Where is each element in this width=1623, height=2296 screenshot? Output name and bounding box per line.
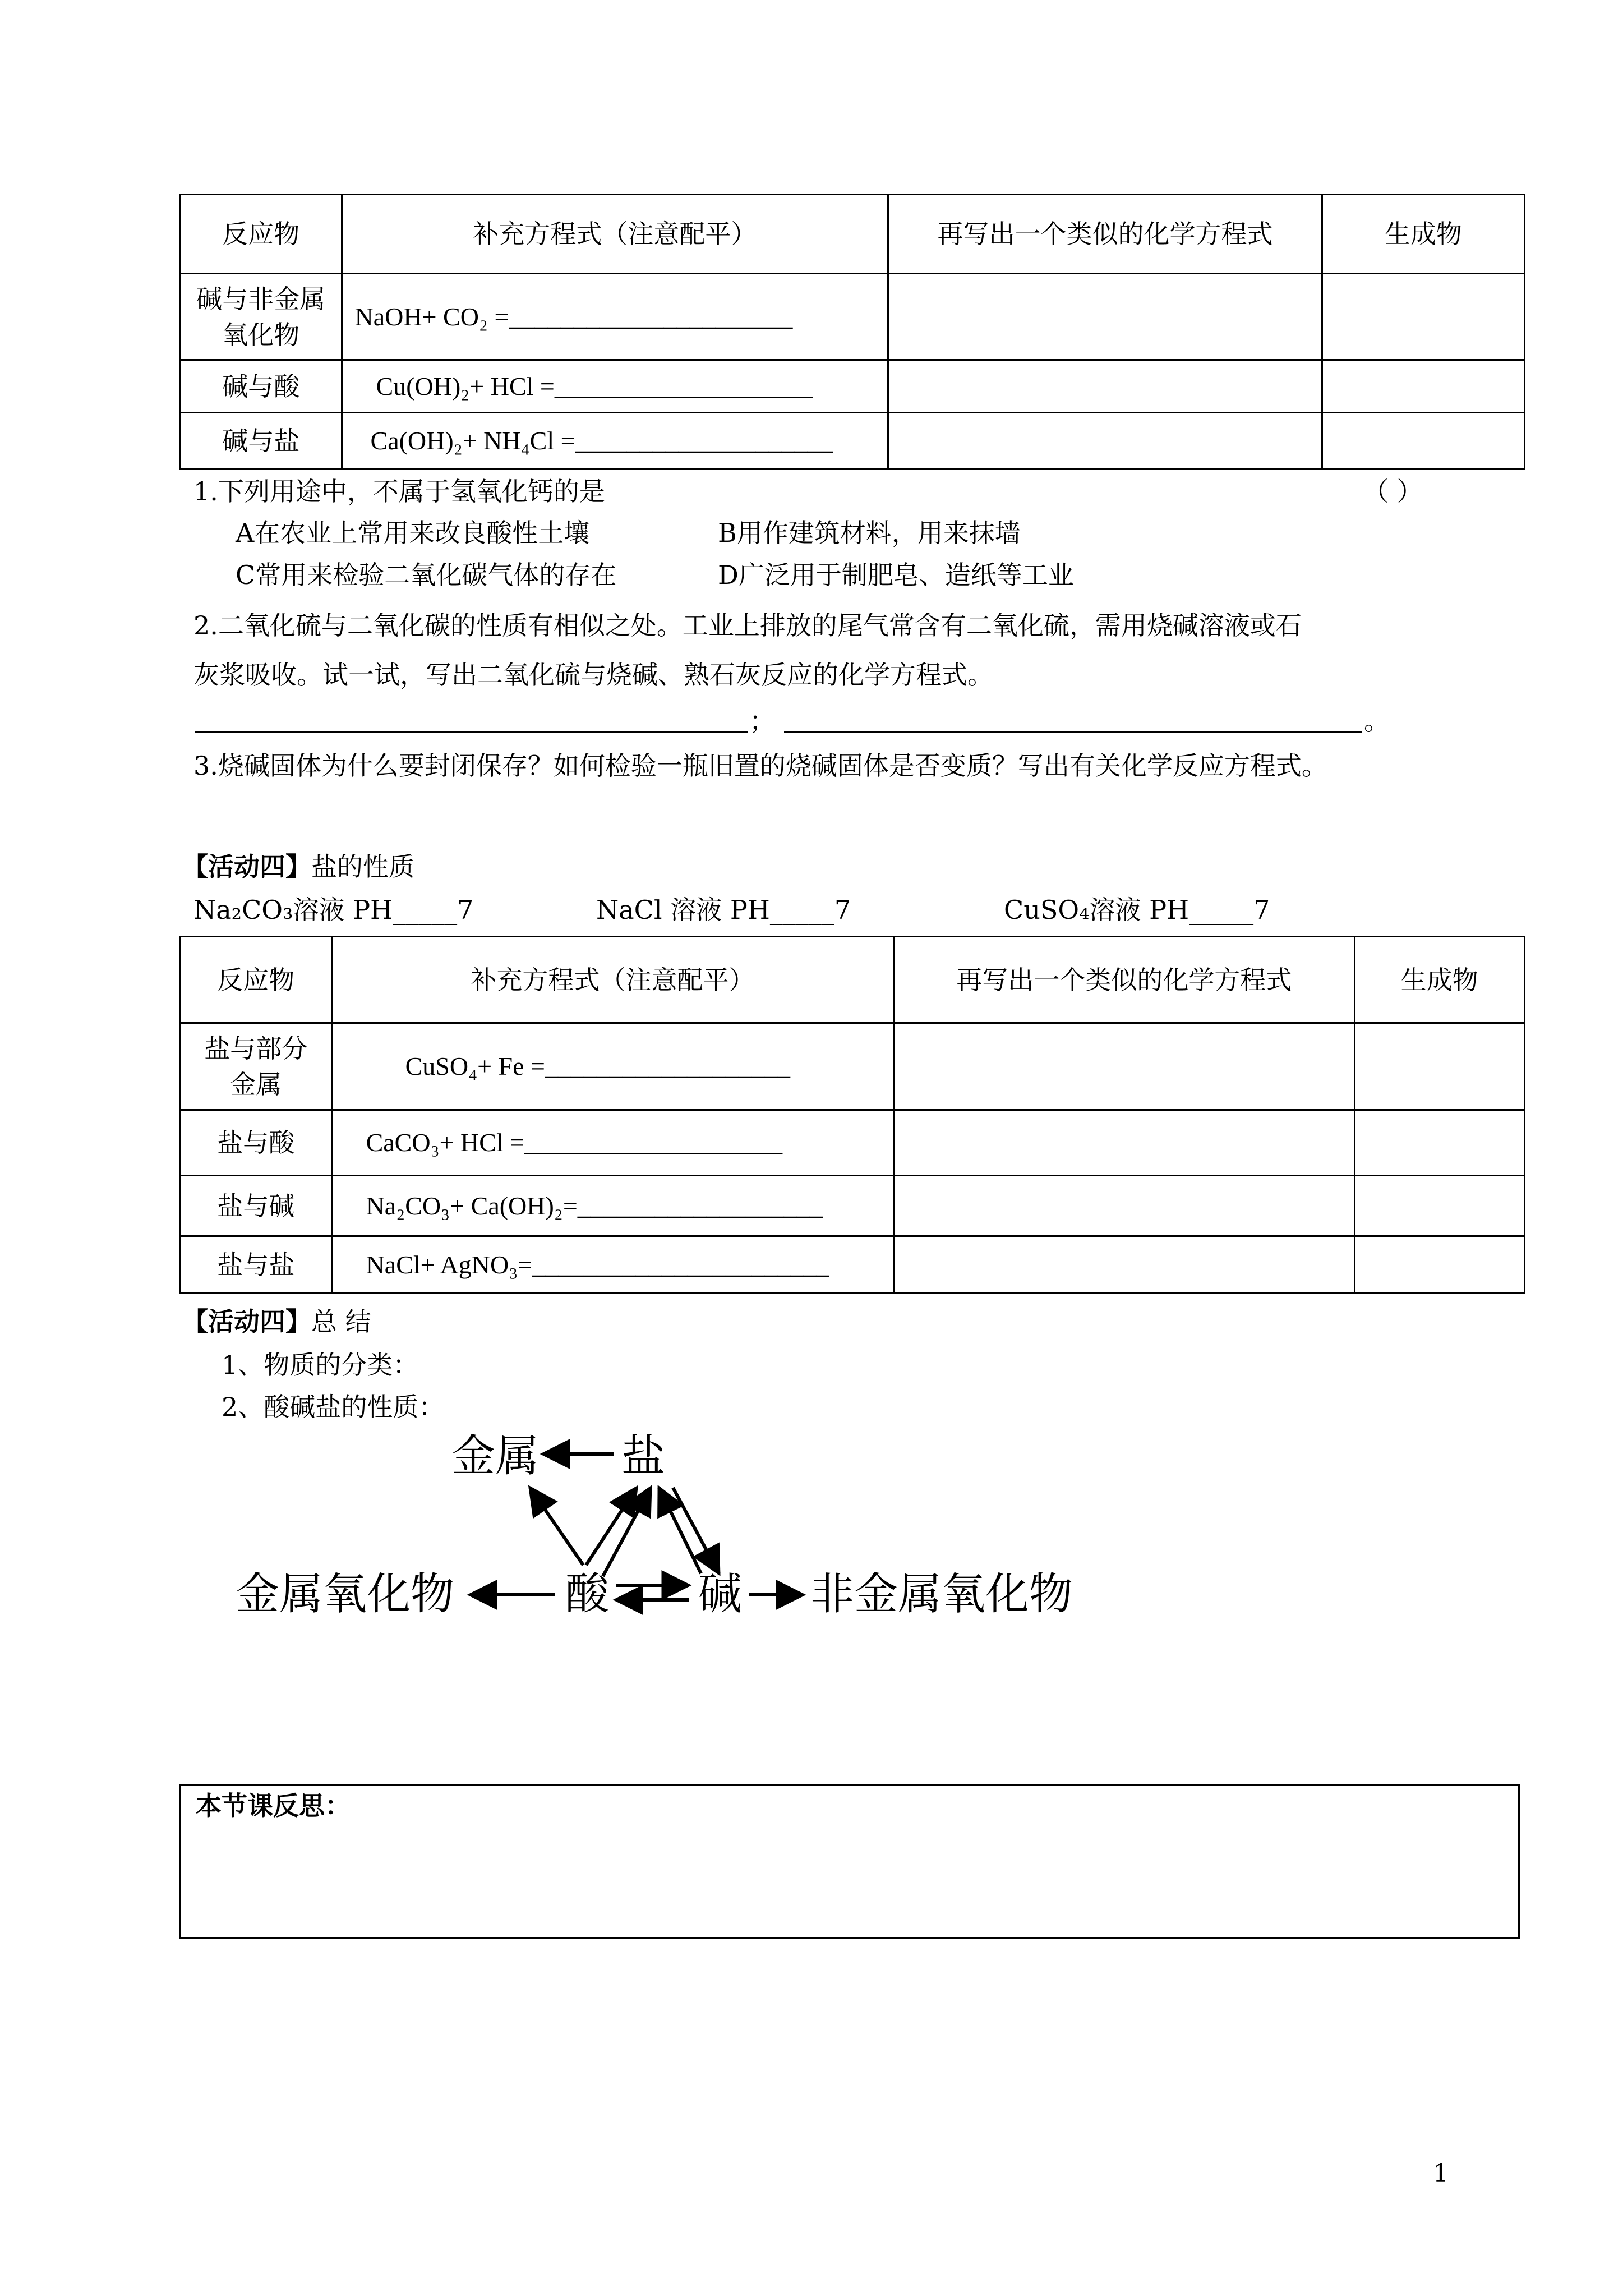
summary-item-1: 1、物质的分类： bbox=[222, 1350, 419, 1380]
question-1-option-a: A在农业上常用来改良酸性土壤 bbox=[236, 518, 590, 548]
header-reactant: 反应物 bbox=[181, 195, 342, 274]
question-2-line-1: 2.二氧化硫与二氧化碳的性质有相似之处。工业上排放的尾气常含有二氧化硫，需用烧碱溶液或石 bbox=[193, 610, 1302, 641]
answer-end-mark: 。 bbox=[1364, 706, 1390, 736]
equation-cell: NaCl+ AgNO₃=_______________________ bbox=[331, 1236, 894, 1294]
diagram-labels bbox=[236, 1431, 1073, 1619]
equation-cell: NaOH+ CO₂ =______________________ bbox=[342, 274, 888, 360]
header-equation: 补充方程式（注意配平） bbox=[342, 195, 888, 274]
header-similar-equation: 再写出一个类似的化学方程式 bbox=[894, 937, 1354, 1023]
summary-label: 【活动四】 bbox=[182, 1306, 311, 1337]
question-3: 3.烧碱固体为什么要封闭保存？如何检验一瓶旧置的烧碱固体是否变质？写出有关化学反应方程式。 bbox=[193, 751, 1327, 781]
equation-cell: CuSO₄+ Fe =___________________ bbox=[331, 1023, 894, 1110]
activity-4-subtitle: 盐的性质 bbox=[311, 852, 414, 882]
node-base: 碱 bbox=[698, 1569, 743, 1619]
question-1-answer-paren[interactable]: （ ） bbox=[1363, 476, 1423, 507]
node-metal-oxide: 金属氧化物 bbox=[236, 1569, 455, 1619]
ph-nacl: NaCl 溶液 PH_____7 bbox=[596, 895, 851, 925]
header-similar-equation: 再写出一个类似的化学方程式 bbox=[888, 195, 1322, 274]
question-1-stem: 1.下列用途中，不属于氢氧化钙的是 bbox=[193, 476, 605, 507]
summary-item-2: 2、酸碱盐的性质： bbox=[222, 1392, 445, 1422]
header-reactant: 反应物 bbox=[181, 937, 332, 1023]
question-2-line-2: 灰浆吸收。试一试，写出二氧化硫与烧碱、熟石灰反应的化学方程式。 bbox=[193, 660, 993, 690]
reactant-cell: 碱与非金属氧化物 bbox=[181, 274, 342, 360]
reactant-cell: 盐与酸 bbox=[181, 1110, 332, 1176]
node-nonmetal-oxide: 非金属氧化物 bbox=[810, 1569, 1073, 1619]
node-metal: 金属 bbox=[451, 1431, 540, 1481]
reactant-cell: 碱与盐 bbox=[181, 413, 342, 469]
arrow-acid-to-metal bbox=[530, 1488, 583, 1565]
activity-4-label: 【活动四】 bbox=[182, 852, 311, 882]
reflection-box[interactable] bbox=[179, 1784, 1520, 1939]
header-product: 生成物 bbox=[1322, 195, 1524, 274]
equation-cell: Cu(OH)₂+ HCl =____________________ bbox=[342, 360, 888, 413]
reactant-cell: 盐与部分金属 bbox=[181, 1023, 332, 1110]
question-1-option-c: C常用来检验二氧化碳气体的存在 bbox=[236, 560, 617, 590]
equation-cell: CaCO₃+ HCl =____________________ bbox=[331, 1110, 894, 1176]
question-1-option-d: D广泛用于制肥皂、造纸等工业 bbox=[718, 560, 1074, 590]
reflection-label: 本节课反思： bbox=[196, 1791, 351, 1821]
node-salt: 盐 bbox=[621, 1431, 666, 1481]
reactant-cell: 盐与盐 bbox=[181, 1236, 332, 1294]
equation-cell: Na₂CO₃+ Ca(OH)₂=___________________ bbox=[331, 1176, 894, 1236]
header-equation: 补充方程式（注意配平） bbox=[331, 937, 894, 1023]
question-1-option-b: B用作建筑材料，用来抹墙 bbox=[718, 518, 1021, 548]
equation-cell: Ca(OH)₂+ NH₄Cl =____________________ bbox=[342, 413, 888, 469]
page-number: 1 bbox=[1433, 2159, 1449, 2188]
node-acid: 酸 bbox=[565, 1569, 610, 1619]
summary-subtitle: 总 结 bbox=[311, 1306, 371, 1337]
answer-separator: ； bbox=[749, 706, 775, 736]
ph-na2co3: Na₂CO₃溶液 PH_____7 bbox=[193, 895, 474, 925]
reactant-cell: 碱与酸 bbox=[181, 360, 342, 413]
header-product: 生成物 bbox=[1354, 937, 1524, 1023]
reactant-cell: 盐与碱 bbox=[181, 1176, 332, 1236]
ph-cuso4: CuSO₄溶液 PH_____7 bbox=[1004, 895, 1270, 925]
